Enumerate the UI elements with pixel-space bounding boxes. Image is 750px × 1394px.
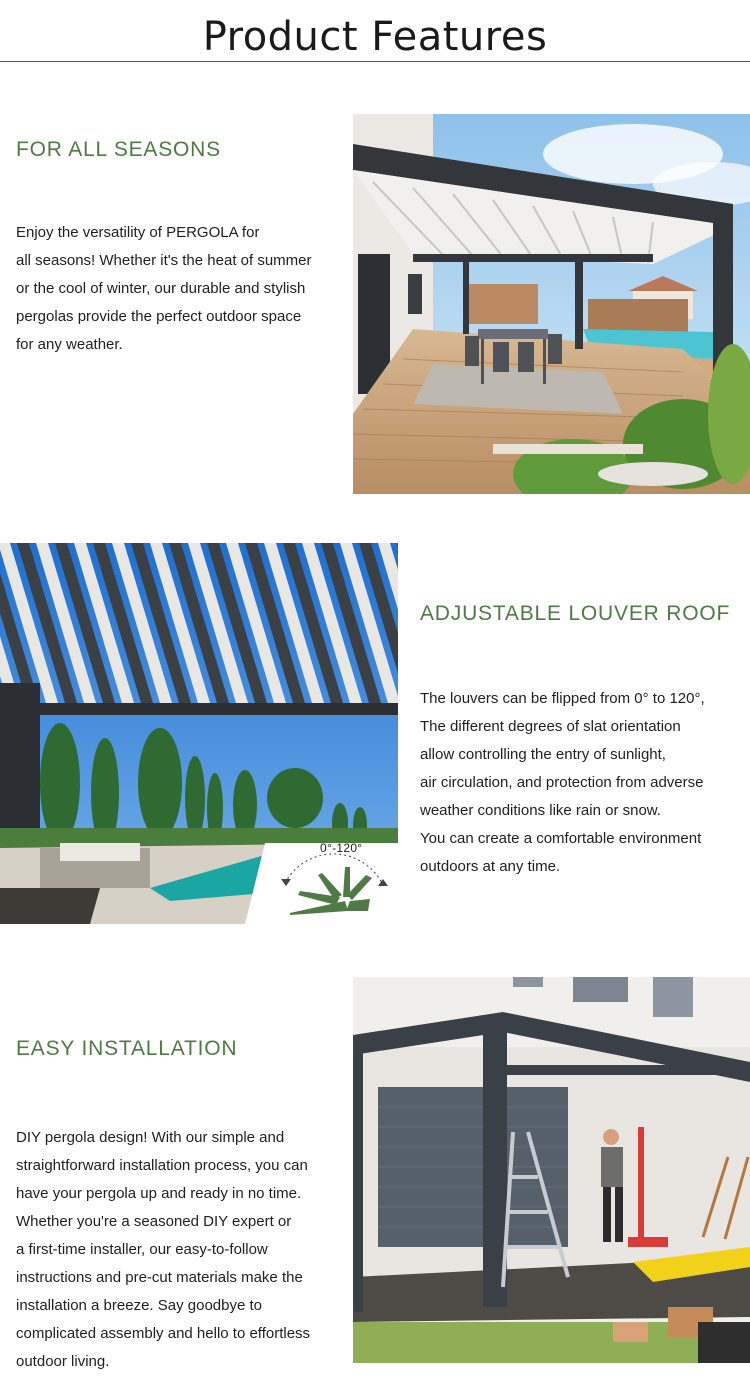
title-divider [0, 61, 750, 62]
text-line: or the cool of winter, our durable and stylish [16, 280, 306, 297]
text-line: outdoors at any time. [420, 858, 561, 875]
text-line: weather conditions like rain or snow. [420, 802, 661, 819]
text-line: DIY pergola design! With our simple and [16, 1129, 285, 1146]
text-line: instructions and pre-cut materials make the [16, 1269, 303, 1286]
text-line: The different degrees of slat orientation [420, 718, 681, 735]
text-line: outdoor living. [16, 1353, 110, 1370]
feature-heading-louver: ADJUSTABLE LOUVER ROOF [420, 602, 731, 625]
text-line: You can create a comfortable environment [420, 830, 702, 847]
text-line: Enjoy the versatility of PERGOLA for [16, 224, 260, 241]
text-line: air circulation, and protection from adverse [420, 774, 704, 791]
louver-angle-label: 0°-120° [320, 841, 363, 855]
page-title: Product Features [202, 14, 548, 60]
text-line: The louvers can be flipped from 0° to 120°, [420, 690, 705, 707]
feature-heading-installation: EASY INSTALLATION [16, 1037, 238, 1060]
text-line: installation a breeze. Say goodbye to [16, 1297, 262, 1314]
pergola-installation-photo [353, 977, 750, 1363]
feature-heading-seasons: FOR ALL SEASONS [16, 138, 221, 161]
text-line: Whether you're a seasoned DIY expert or [16, 1213, 292, 1230]
text-line: straightforward installation process, you can [16, 1157, 308, 1174]
feature-text-seasons [16, 219, 312, 359]
text-line: pergolas provide the perfect outdoor space [16, 308, 302, 325]
feature-text-installation [16, 1124, 310, 1376]
text-line: allow controlling the entry of sunlight, [420, 746, 666, 763]
louver-roof-photo [0, 543, 398, 924]
text-line: have your pergola up and ready in no time. [16, 1185, 302, 1202]
pergola-terrace-photo [353, 114, 750, 494]
text-line: for any weather. [16, 336, 123, 353]
text-line: complicated assembly and hello to effortless [16, 1325, 311, 1342]
feature-text-louver [420, 685, 705, 881]
text-line: all seasons! Whether it's the heat of summer [16, 252, 312, 269]
text-line: a first-time installer, our easy-to-follow [16, 1241, 268, 1258]
